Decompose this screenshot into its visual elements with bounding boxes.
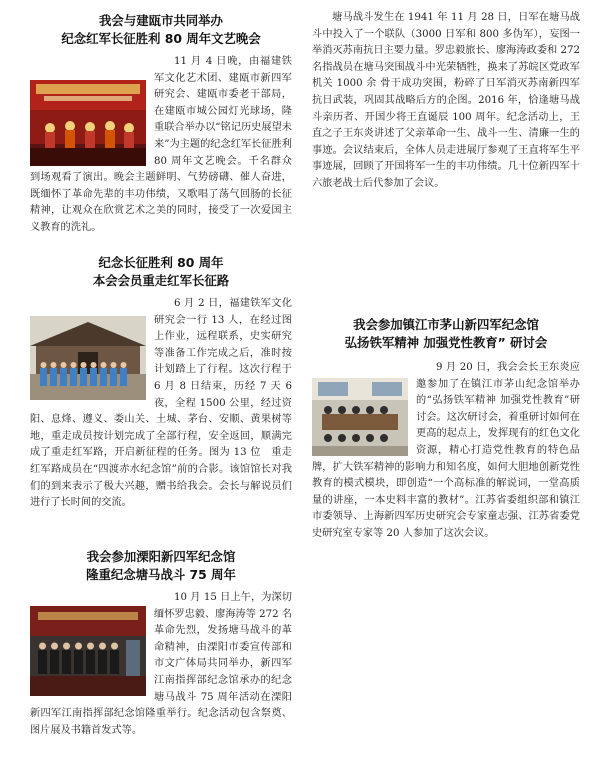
article-title xyxy=(30,254,292,290)
paragraph: 6 月 2 日，福建铁军文化研究会一行 13 人，在经过图上作业，远程联系，史实研究等准备工作完成之后，准时按计划踏上了行程。这次行程于 6 月 8 日结束，历经 7 天 6 夜，全程 1500 公里，经过资阳、息烽、遵义、娄山关、土城、茅台、安顺、黄果树等地，重走成员按计划完成了全部行程，安全返回，顺满完成了重走红军路，开启新征程的任务。图为 13 位 重走红军路成员在“四渡赤水纪念馆”前的合影。该馆馆长对我们的到来表示了极大兴趣，赠书给我会。会长与解说员们进行了长时间的交流。 xyxy=(30,298,292,509)
title-line: 纪念红军长征胜利 80 周年文艺晚会 xyxy=(61,31,261,46)
conference-room-photo xyxy=(312,378,408,456)
group-photo-memorial-hall xyxy=(30,316,146,400)
paragraph: 9 月 20 日，我会会长王东炎应邀参加了在镇江市茅山纪念馆举办的“弘扬铁军精神 加强党性教育”研讨会。这次研讨会，着重研讨如何在更高的起点上，发挥现有的红色文化资源，精心打造党性教育的特色品牌，扩大铁军精神的影响力和知名度，如何大胆地创新党性教育的模式模块，即创造“一个高标准的解说词，一堂高质量的讲座，一本史料丰富的教材”。江苏省委组织部和镇江市委领导、上海新四军历史研究会专家童志强、江苏省委党史研究室专家等 20 人参加了这次会议。 xyxy=(312,362,580,539)
article-body xyxy=(312,10,580,193)
title-line: 本会会员重走红军长征路 xyxy=(92,273,230,288)
article-title xyxy=(30,12,292,48)
title-line: 隆重纪念塘马战斗 75 周年 xyxy=(86,567,236,582)
paragraph: 10 月 15 日上午，为深切缅怀罗忠毅、廖海涛等 272 名革命先烈，发扬塘马战斗的革命精神，由溧阳市委宣传部和市文广体局共同举办，新四军江南指挥部纪念馆承办的纪念塘马战斗 75 周年活动在溧阳新四军江南指挥部纪念馆隆重举行。纪念活动包含祭奠、图片展及书籍首发式等。 xyxy=(30,592,292,736)
stage-performance-photo xyxy=(30,80,146,166)
title-line: 纪念长征胜利 80 周年 xyxy=(98,255,224,270)
article-body xyxy=(30,296,292,512)
title-line: 弘扬铁军精神 加强党性教育” 研讨会 xyxy=(344,335,548,350)
article-tangma-continued xyxy=(312,10,580,193)
title-line: 我会参加镇江市茅山新四军纪念馆 xyxy=(353,317,539,332)
article-body xyxy=(312,360,580,543)
article-art-gala xyxy=(30,12,292,237)
article-long-march xyxy=(30,254,292,512)
article-title xyxy=(312,316,580,352)
article-tangma xyxy=(30,548,292,739)
article-title xyxy=(30,548,292,584)
article-body xyxy=(30,590,292,739)
article-body xyxy=(30,54,292,237)
paragraph: 塘马战斗发生在 1941 年 11 月 28 日，日军在塘马战斗中投入了一个联队（3000 日军和 800 多伪军），妄图一举消灭苏南抗日主要力量。罗忠毅旅长、廖海涛政委和 272 名指战员在塘马突围战斗中光荣牺牲，换来了苏皖区党政军机关 1000 余 骨干成功突围，粉碎了日军消灭苏南新四军抗日武装，巩固其战略后方的企图。2016 年，恰逢塘马战斗亲历者、开国少将王直诞辰 100 周年。纪念活动上，王直之子王东炎讲述了父亲革命一生、战斗一生、清廉一生的事迹。会议结束后，全体人员走进展厅参观了王直将军生平事迹展，回顾了开国将军一生的丰功伟绩。几十位新四军十六旅老战士后代参加了会议。 xyxy=(312,12,580,189)
title-line: 我会参加溧阳新四军纪念馆 xyxy=(86,549,236,564)
article-maoshan-seminar xyxy=(312,316,580,543)
title-line: 我会与建瓯市共同举办 xyxy=(99,13,223,28)
memorial-ceremony-photo xyxy=(30,606,146,696)
paragraph: 11 月 4 日晚，由福建铁军文化艺术团、建瓯市新四军研究会、建瓯市委老干部局，在建瓯市城公园灯光球场，隆重联合举办以“铭记历史展望未来”为主题的纪念红军长征胜利 80 周年文艺晚会。千名群众到场观看了演出。晚会主题鲜明、气势磅礴、催人奋进，既缅怀了革命先辈的丰功伟绩，又歌唱了荡气回肠的长征精神，让观众在欣赏艺术之美的同时，接受了一次爱国主义教育的洗礼。 xyxy=(30,56,292,233)
